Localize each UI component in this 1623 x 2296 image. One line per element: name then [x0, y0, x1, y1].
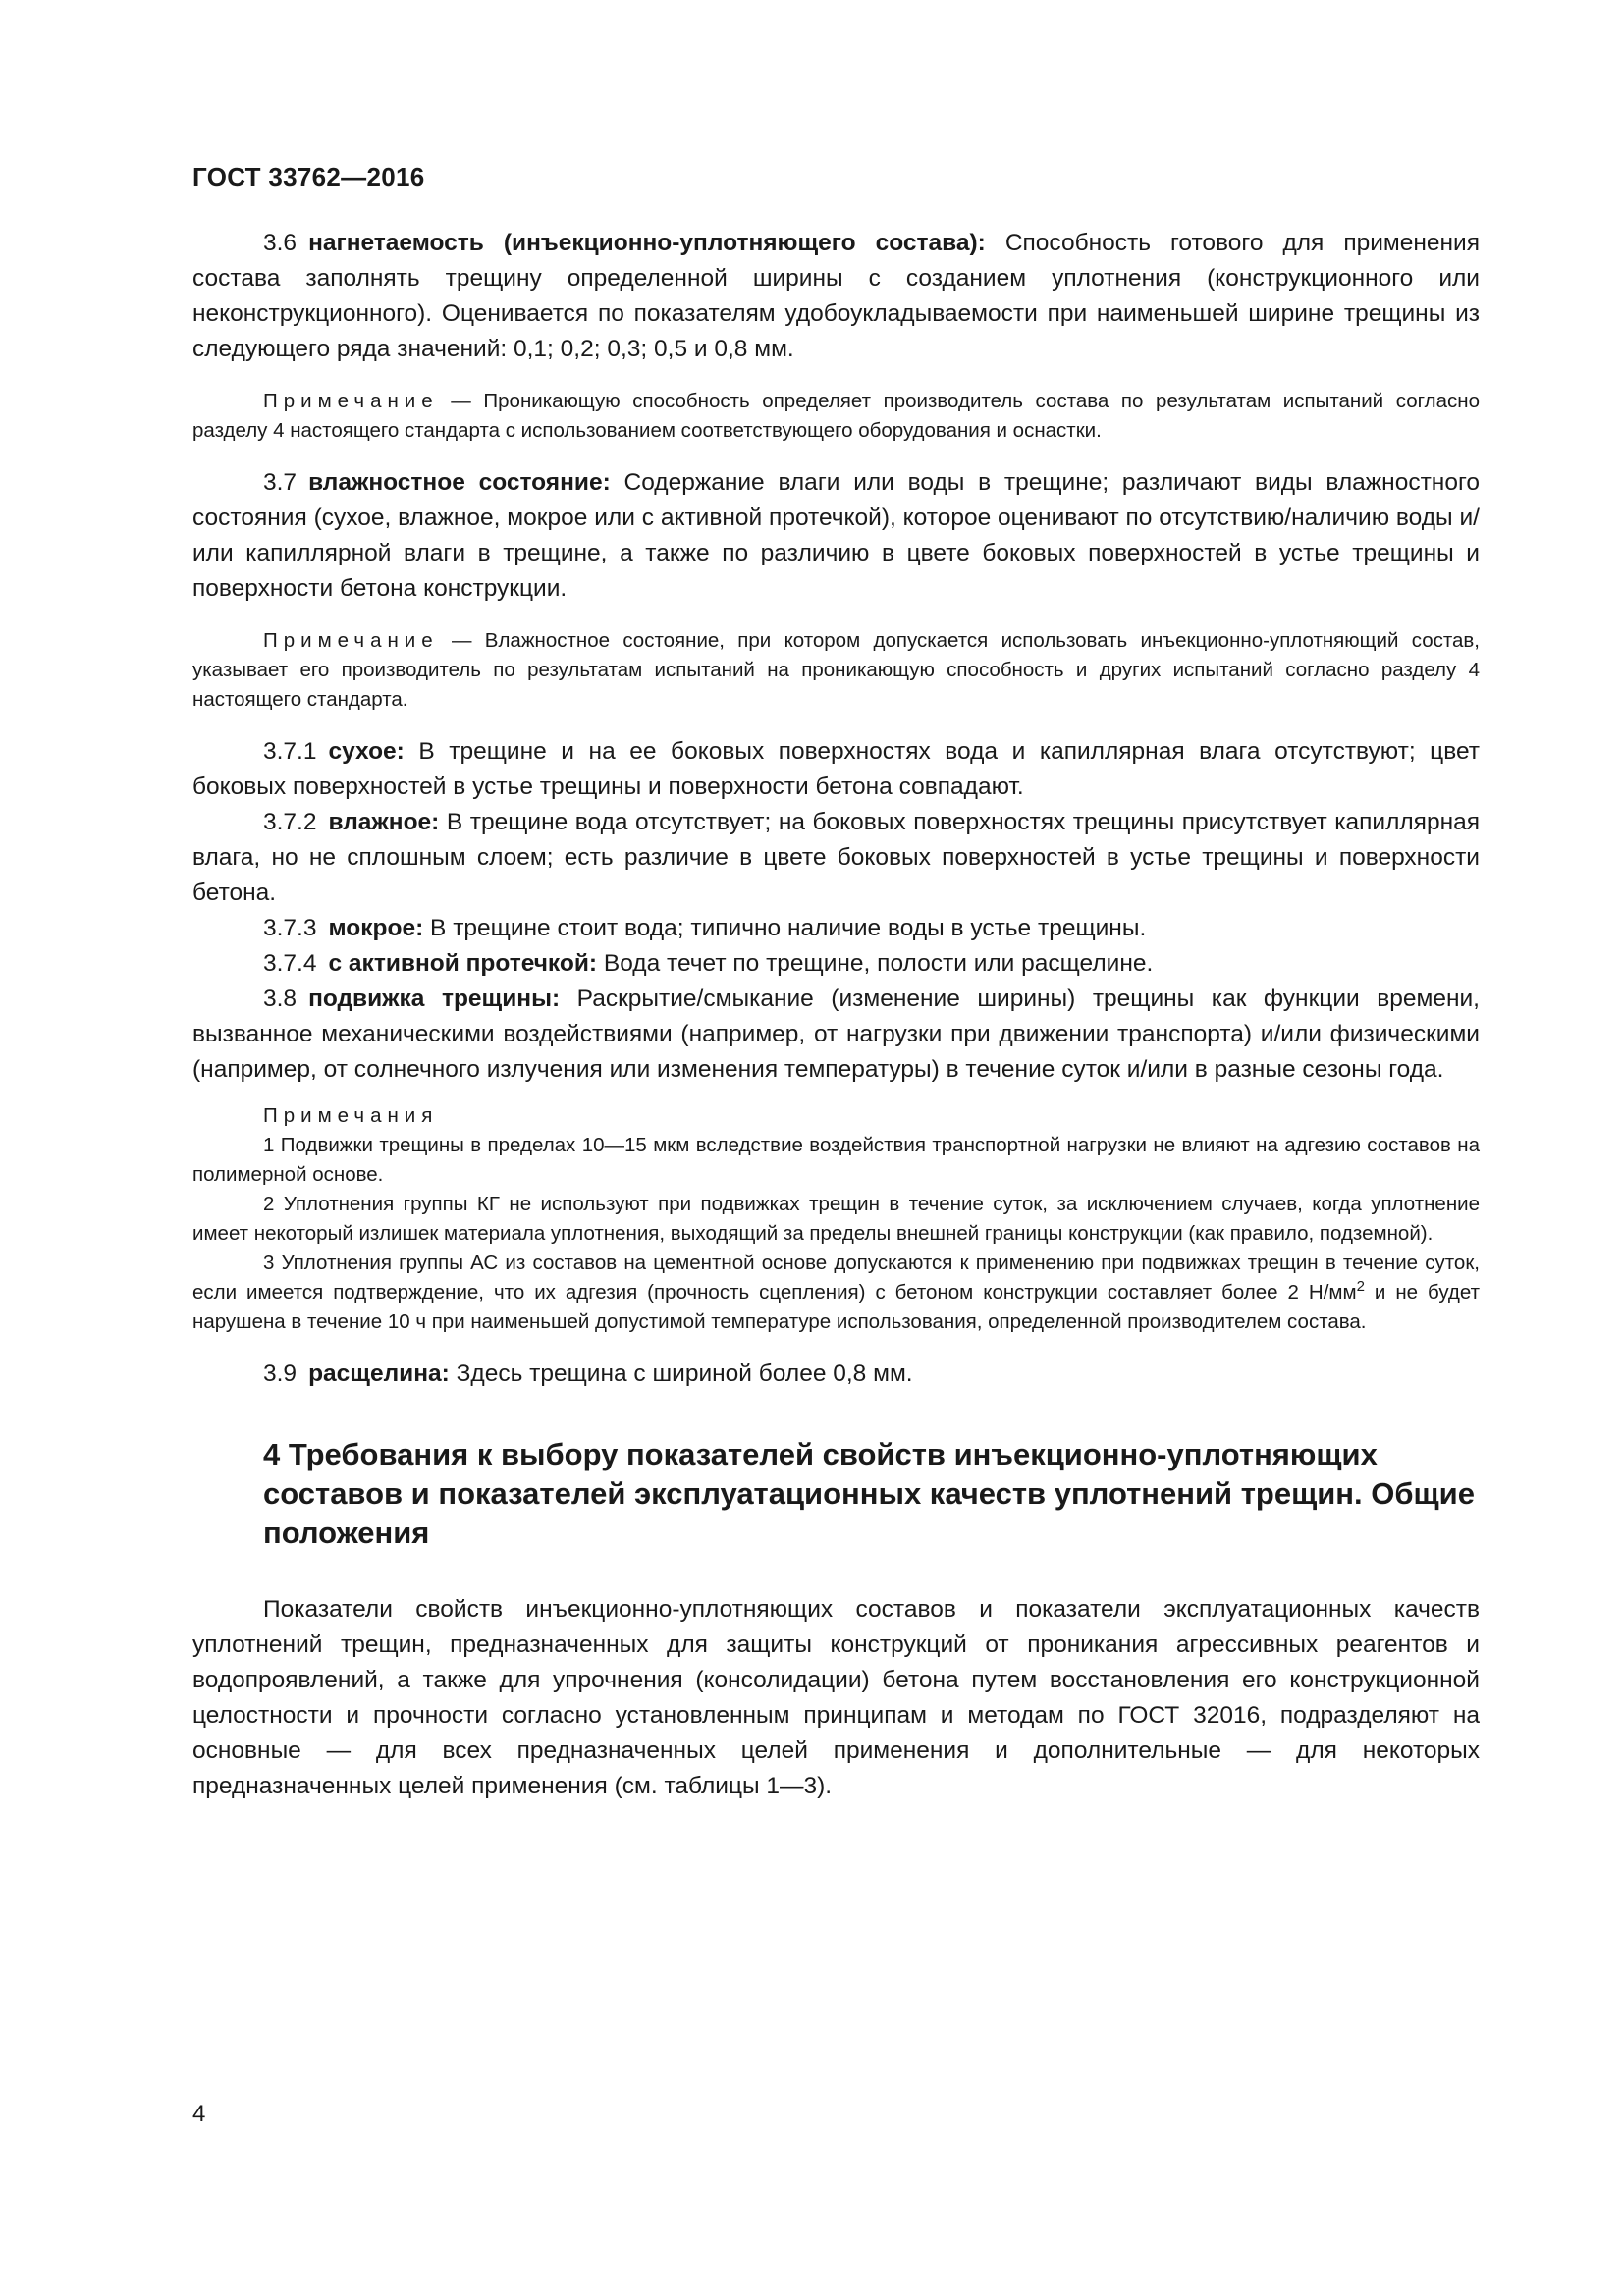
term-name: мокрое:	[328, 915, 424, 941]
document-header: ГОСТ 33762—2016	[192, 162, 425, 191]
clause-number: 3.7.1	[263, 738, 317, 765]
section-4-paragraph: Показатели свойств инъекционно-уплотняющих составов и показатели эксплуатационных качеств уплотнений трещин, предназначенных для защиты конструкций от проникания агрессивных реагентов и водопроявлений, а также для упрочнения (консолидации) бетона путем восстановления его конструкционной целостности и прочности согласно установленным принципам и методам по ГОСТ 32016, подразделяют на основные — для всех предназначенных целей применения и дополнительные — для некоторых предназначенных целей применения (см. таблицы 1—3).	[192, 1596, 1480, 1799]
term-name: расщелина:	[308, 1361, 450, 1387]
term-3-8	[192, 982, 1480, 1088]
note-item-2: 2 Уплотнения группы КГ не используют при подвижках трещин в течение суток, за исключением случаев, когда уплотнение имеет некоторый излишек материала уплотнения, выходящий за пределы внешней границы конструкции (как правило, подземной).	[192, 1193, 1480, 1245]
term-definition: Способность готового для применения состава заполнять трещину определенной ширины с созданием уплотнения (конструкционного или неконструкционного). Оценивается по показателям удобоукладываемости при наименьшей ширине трещины из следующего ряда значений: 0,1; 0,2; 0,3; 0,5 и 0,8 мм.	[192, 230, 1480, 362]
term-definition: В трещине стоит вода; типично наличие воды в устье трещины.	[423, 915, 1147, 941]
page-number: 4	[192, 2101, 206, 2127]
term-3-7-3	[192, 911, 1480, 946]
clause-number: 3.6	[263, 230, 298, 256]
term-3-9	[192, 1357, 1480, 1392]
term-definition: Содержание влаги или воды в трещине; различают виды влажностного состояния (сухое, влажное, мокрое или с активной протечкой), которое оценивают по отсутствию/наличию воды и/или капиллярной влаги в трещине, а также по различию в цвете боковых поверхностей в устье трещины и поверхности бетона конструкции.	[192, 469, 1480, 602]
note-text: — Влажностное состояние, при котором допускается использовать инъекционно-уплотняющий состав, указывает его производитель по результатам испытаний на проникающую способность и других испытаний согласно разделу 4 настоящего стандарта.	[192, 629, 1480, 711]
term-definition: В трещине и на ее боковых поверхностях вода и капиллярная влага отсутствуют; цвет боковых поверхностей в устье трещины и поверхности бетона совпадают.	[192, 738, 1480, 800]
clause-number: 3.7	[263, 469, 298, 496]
note-text: — Проникающую способность определяет производитель состава по результатам испытаний согласно разделу 4 настоящего стандарта с использованием соответствующего оборудования и оснастки.	[192, 390, 1480, 442]
term-definition: Раскрытие/смыкание (изменение ширины) трещины как функции времени, вызванное механическими воздействиями (например, от нагрузки при движении транспорта) и/или физическими (например, от солнечного излучения или изменения температуры) в течение суток и/или в разные сезоны года.	[192, 986, 1480, 1083]
section-4-title: 4 Требования к выбору показателей свойств инъекционно-уплотняющих составов и показателей эксплуатационных качеств уплотнений трещин. Общие положения	[263, 1437, 1475, 1550]
term-3-6	[192, 226, 1480, 367]
term-3-7-1	[192, 734, 1480, 805]
term-3-7	[192, 465, 1480, 607]
term-definition: Вода течет по трещине, полости или расщелине.	[597, 950, 1154, 977]
note-label: Примечание	[263, 390, 439, 412]
note-item-3-text-end: и не будет нарушена в течение 10 ч при наименьшей допустимой температуре использования, определенной производителем состава.	[192, 1281, 1480, 1333]
note-label: Примечание	[263, 629, 439, 652]
term-name: с активной протечкой:	[328, 950, 598, 977]
clause-number: 3.8	[263, 986, 298, 1012]
clause-number: 3.7.2	[263, 809, 317, 835]
clause-number: 3.7.4	[263, 950, 317, 977]
notes-3-8-label	[192, 1101, 1480, 1131]
term-definition: В трещине вода отсутствует; на боковых поверхностях трещины присутствует капиллярная влага, но не сплошным слоем; есть различие в цвете боковых поверхностей в устье трещины и поверхности бетона.	[192, 809, 1480, 906]
term-name: влажностное состояние:	[308, 469, 611, 496]
term-name: влажное:	[328, 809, 440, 835]
term-name: сухое:	[328, 738, 405, 765]
term-definition: Здесь трещина с шириной более 0,8 мм.	[449, 1361, 913, 1387]
term-name: нагнетаемость (инъекционно-уплотняющего состава):	[308, 230, 986, 256]
term-3-7-4	[192, 946, 1480, 982]
note-item-3-text: 3 Уплотнения группы АС из составов на цементной основе допускаются к применению при подвижках трещин в течение суток, если имеется подтверждение, что их адгезия (прочность сцепления) с бетоном конструкции составляет более 2 Н/мм	[192, 1252, 1480, 1304]
note-item-3	[192, 1249, 1480, 1337]
note-3-7	[192, 626, 1480, 715]
clause-number: 3.7.3	[263, 915, 317, 941]
note-item-1: 1 Подвижки трещины в пределах 10—15 мкм вследствие воздействия транспортной нагрузки не влияют на адгезию составов на полимерной основе.	[192, 1134, 1480, 1186]
term-name: подвижка трещины:	[308, 986, 561, 1012]
notes-label: Примечания	[263, 1104, 439, 1127]
clause-number: 3.9	[263, 1361, 298, 1387]
note-3-6	[192, 387, 1480, 446]
superscript: 2	[1356, 1278, 1365, 1296]
term-3-7-2	[192, 805, 1480, 911]
document-body	[192, 226, 1480, 1804]
